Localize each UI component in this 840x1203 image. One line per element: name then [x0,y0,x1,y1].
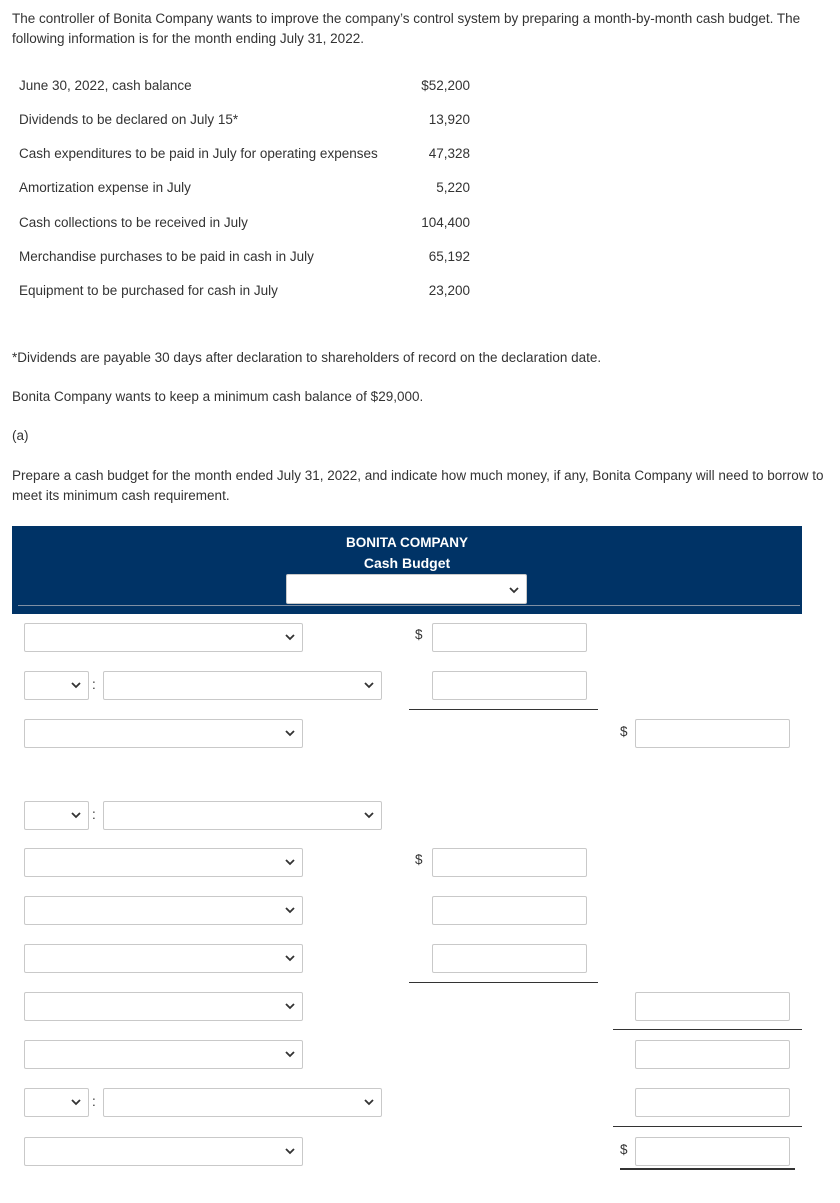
given-label: Merchandise purchases to be paid in cash in July [19,249,314,264]
given-label: June 30, 2022, cash balance [19,78,192,93]
header-divider [18,605,800,606]
line-item-select[interactable] [24,1040,303,1069]
chevron-down-icon [283,951,297,965]
chevron-down-icon [283,1047,297,1061]
chevron-down-icon [283,630,297,644]
total-input[interactable] [635,719,790,748]
line-item-select[interactable] [103,671,382,700]
given-label: Amortization expense in July [19,180,191,195]
chevron-down-icon [283,726,297,740]
chevron-down-icon [283,903,297,917]
colon-separator: : [92,1094,96,1109]
subtotal-rule [409,982,598,983]
line-item-select[interactable] [24,1137,303,1166]
given-label: Dividends to be declared on July 15* [19,112,239,127]
add-less-select[interactable] [24,671,89,700]
line-item-select[interactable] [24,944,303,973]
chevron-down-icon [283,999,297,1013]
given-value: 47,328 [428,146,470,161]
chevron-down-icon [283,1144,297,1158]
period-select[interactable] [286,574,527,604]
add-less-select[interactable] [24,1088,89,1117]
instruction-text: Prepare a cash budget for the month ended July 31, 2022, and indicate how much money, if any, Bonita Company will need to borrow to meet its minimum cash requirement. [12,468,824,503]
given-value: $52,200 [421,78,470,93]
minimum-cash-note: Bonita Company wants to keep a minimum cash balance of $29,000. [12,389,424,404]
total-input[interactable] [635,1040,790,1069]
given-value: 104,400 [421,215,470,230]
given-value: 5,220 [436,180,470,195]
chevron-down-icon [362,678,376,692]
dollar-sign: $ [415,627,423,642]
amount-input[interactable] [432,848,587,877]
amount-input[interactable] [432,944,587,973]
chevron-down-icon [362,1095,376,1109]
line-item-select[interactable] [24,992,303,1021]
given-value: 65,192 [428,249,470,264]
given-label: Cash expenditures to be paid in July for operating expenses [19,146,378,161]
amount-input[interactable] [432,671,587,700]
total-input[interactable] [635,992,790,1021]
chevron-down-icon [507,583,521,597]
subtotal-rule [409,709,598,710]
dollar-sign: $ [415,852,423,867]
chevron-down-icon [283,855,297,869]
given-label: Equipment to be purchased for cash in July [19,283,278,298]
chevron-down-icon [69,808,83,822]
dividend-footnote: *Dividends are payable 30 days after declaration to shareholders of record on the declaration date. [12,350,602,365]
total-rule [613,1126,802,1127]
part-label: (a) [12,428,29,443]
given-label: Cash collections to be received in July [19,215,248,230]
company-name: BONITA COMPANY [346,535,468,550]
chevron-down-icon [362,808,376,822]
colon-separator: : [92,807,96,822]
line-item-select[interactable] [24,896,303,925]
chevron-down-icon [69,1095,83,1109]
line-item-select[interactable] [24,848,303,877]
given-value: 23,200 [428,283,470,298]
total-rule [613,1029,802,1030]
line-item-select[interactable] [24,719,303,748]
ending-balance-input[interactable] [635,1137,790,1166]
amount-input[interactable] [432,896,587,925]
add-less-select[interactable] [24,801,89,830]
double-rule [620,1168,795,1170]
colon-separator: : [92,677,96,692]
dollar-sign: $ [620,724,628,739]
intro-text: The controller of Bonita Company wants to improve the company’s control system by preparing a month-by-month cash budget. The following information is for the month ending July 31, 2022. [12,11,801,46]
chevron-down-icon [69,678,83,692]
line-item-select[interactable] [103,1088,382,1117]
dollar-sign: $ [620,1142,628,1157]
amount-input[interactable] [432,623,587,652]
line-item-select[interactable] [103,801,382,830]
line-item-select[interactable] [24,623,303,652]
total-input[interactable] [635,1088,790,1117]
given-value: 13,920 [428,112,470,127]
budget-title: Cash Budget [363,555,451,571]
